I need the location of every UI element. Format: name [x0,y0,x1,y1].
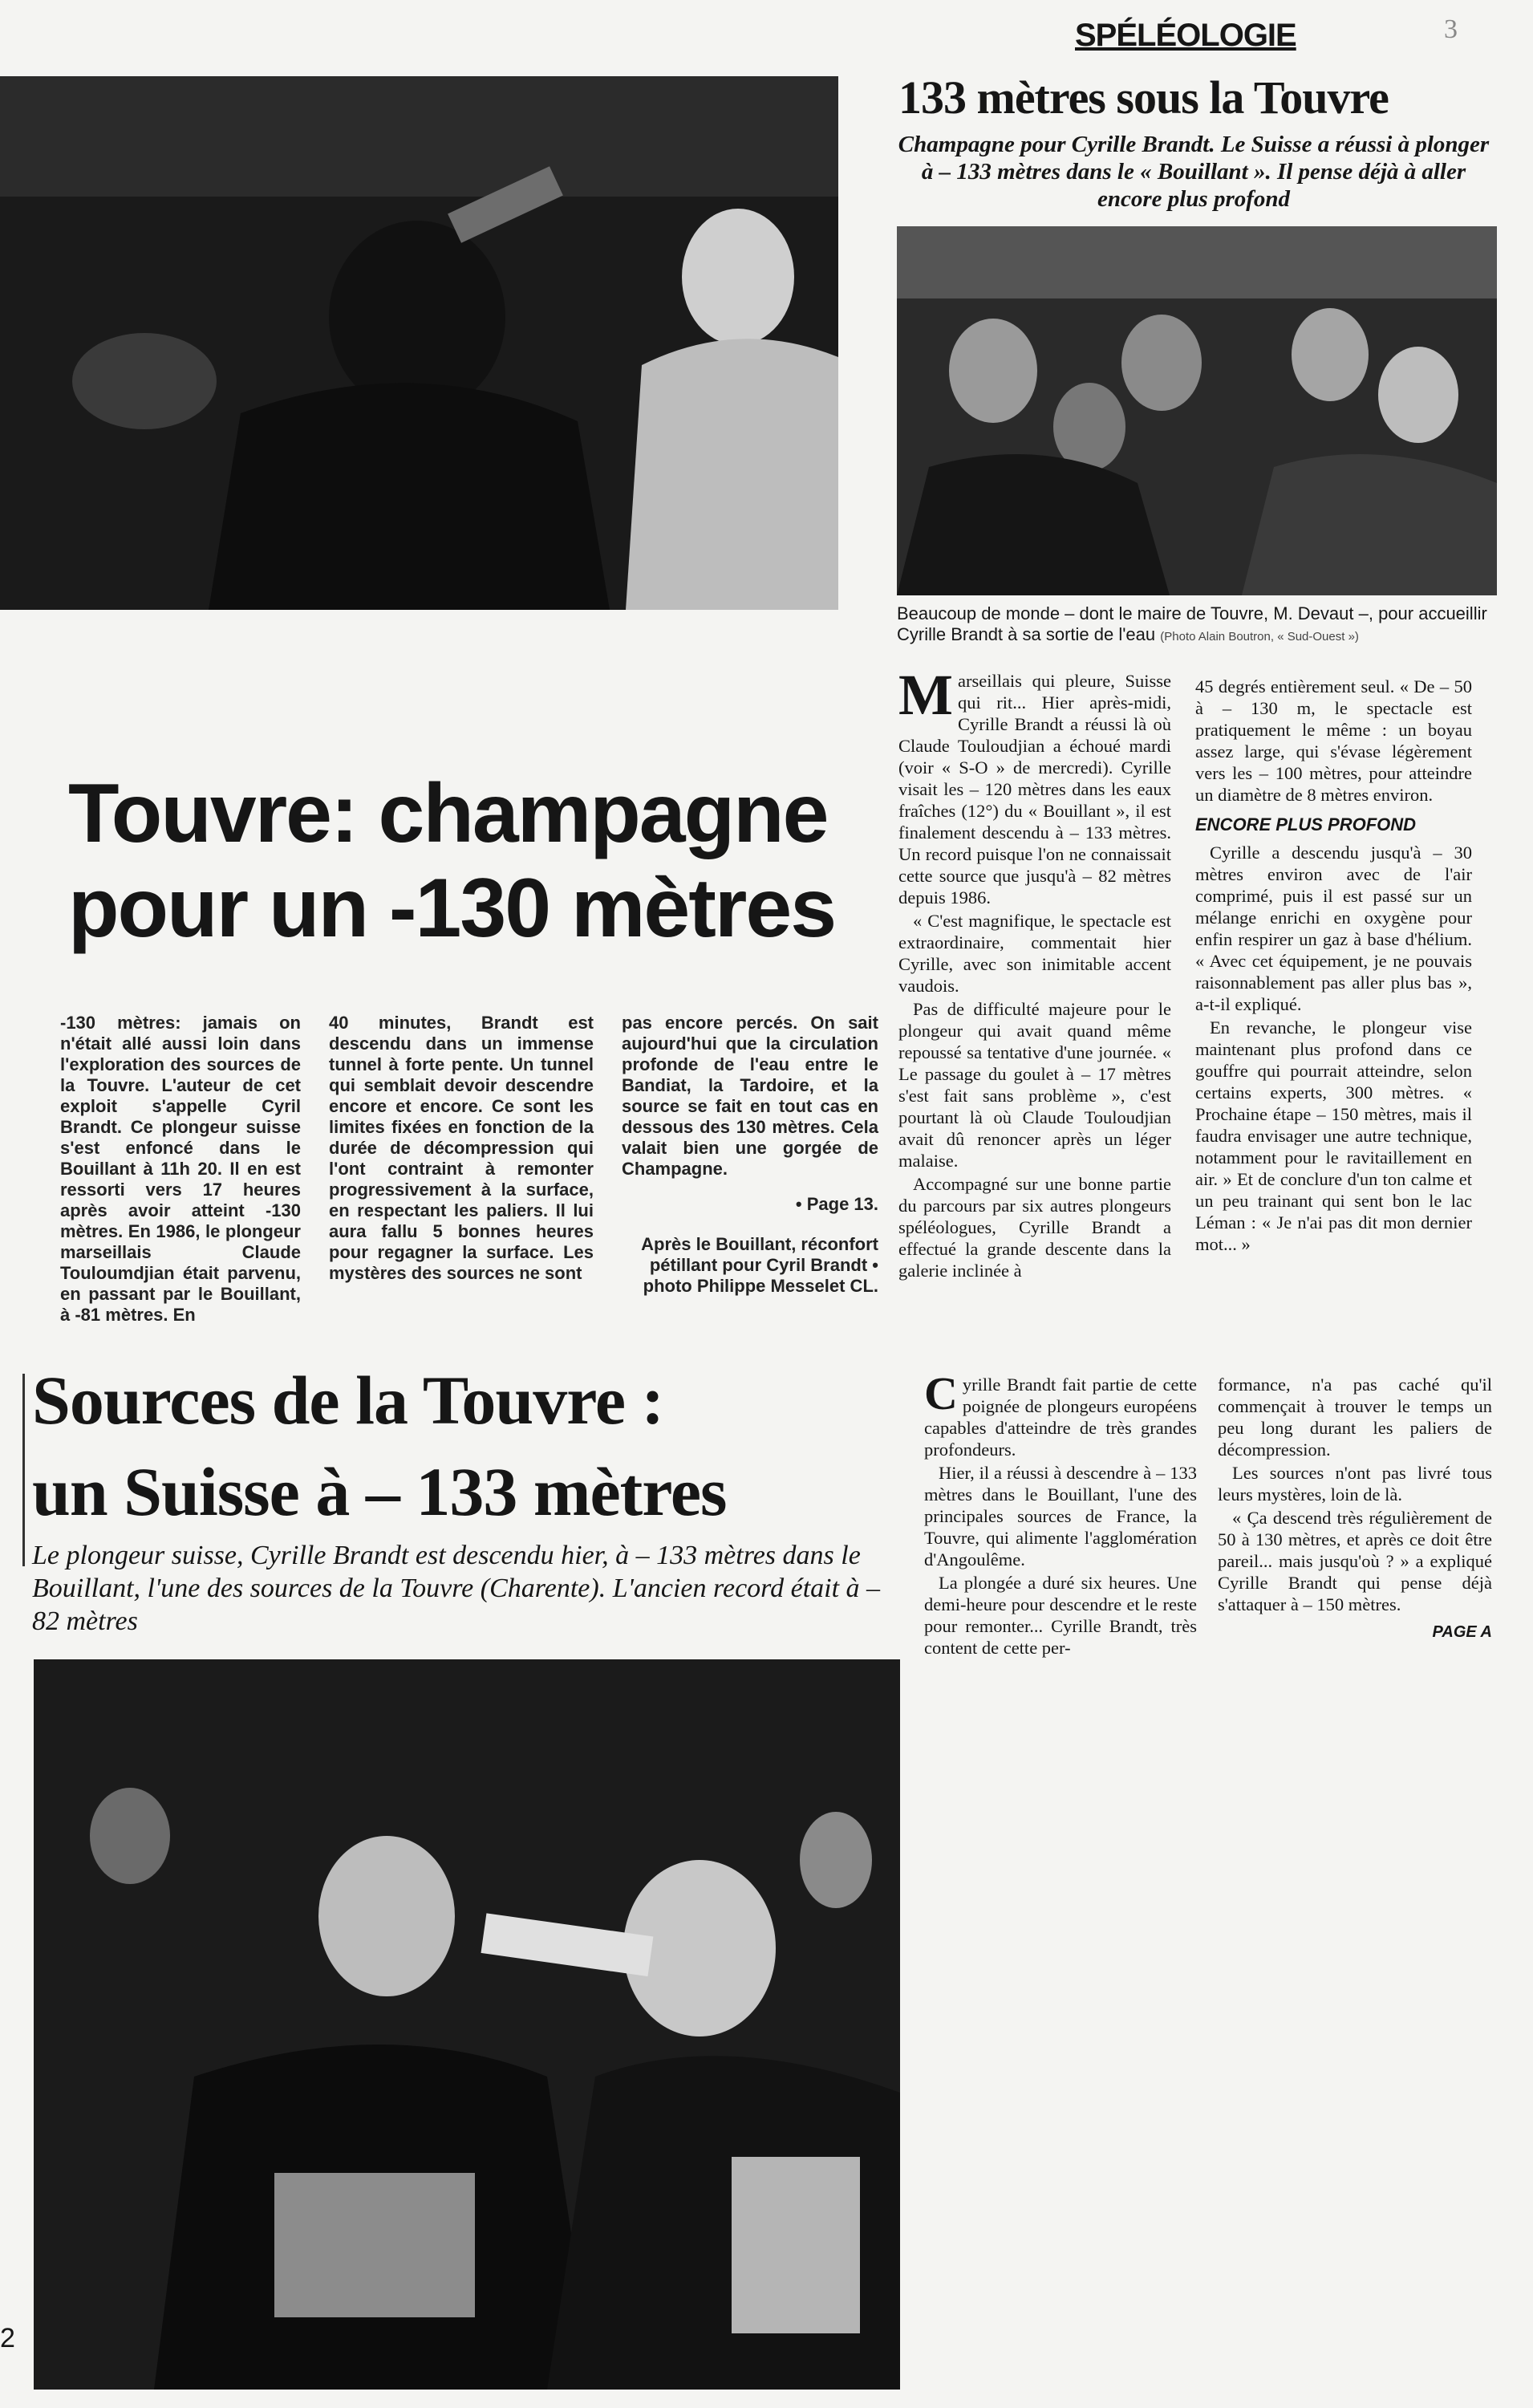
top-photo-caption [897,603,1497,648]
top-column-2 [1195,676,1472,1257]
middle-column-3 [622,1013,878,1297]
top-lead: Champagne pour Cyrille Brandt. Le Suisse a réussi à plonger à – 133 mètres dans le « Bouillant ». Il pense déjà à aller encore plus profond [898,132,1490,212]
photo-crowd-top [897,226,1497,595]
top-photo-caption-text: Beaucoup de monde – dont le maire de Touvre, M. Devaut –, pour accueillir Cyrille Brandt à sa sortie de l'eau [897,603,1487,644]
top-headline: 133 mètres sous la Touvre [898,71,1389,124]
middle-col2-text: 40 minutes, Brandt est descendu dans un immense tunnel à forte pente. Un tunnel qui semblait devoir descendre encore et encore. Ce sont les limites fixées en fonction de la durée de décompression qui l'ont contraint à remonter progressivement à la surface, en respectant les paliers. Il lui aura fallu 5 bonnes heures pour regagner la surface. Les mystères des sources ne sont [329,1013,594,1283]
bottom-col2-p3: « Ça descend très régulièrement de 50 à 130 mètres, et après ce doit être pareil... mais jusqu'où ? » a expliqué Cyrille Brandt qui pense déjà s'attaquer à – 150 mètres. [1218,1508,1492,1614]
middle-headline-line1: Touvre: champagne [68,767,828,860]
dropcap-c: C [924,1367,958,1419]
bottom-col2-p2: Les sources n'ont pas livré tous leurs mystères, loin de là. [1218,1463,1492,1504]
page-mark: 3 [1444,14,1458,44]
top-col1-p3: Pas de difficulté majeure pour le plongeur qui avait quand même repoussé sa tentative d'une journée. « Le passage du goulet à – 17 mètres s'est fait sans problème », c'est pourtant là où Claude Touloudjian avait dû renoncer après un léger malaise. [898,999,1171,1171]
photo-champagne-bottom [34,1659,900,2390]
dropcap: M [898,663,953,727]
section-tag: SPÉLÉOLOGIE [1075,18,1296,53]
top-col1-p2: « C'est magnifique, le spectacle est extraordinaire, commentait hier Cyrille, avec son inimitable accent vaudois. [898,911,1171,996]
bottom-column-2 [1218,1374,1492,1645]
top-col1-p4: Accompagné sur une bonne partie du parcours par six autres plongeurs spéléologues, Cyrille Brandt a effectué la grande descente dans la galerie inclinée à [898,1174,1171,1281]
middle-headline [68,766,870,956]
divider-vertical [22,1374,25,1566]
bottom-headline-line1: Sources de la Touvre : [32,1362,664,1439]
bottom-col1-p1: yrille Brandt fait partie de cette poignée de plongeurs européens capables d'atteindre de très grandes profondeurs. [924,1375,1197,1460]
top-col1-p1: arseillais qui pleure, Suisse qui rit... Hier après-midi, Cyrille Brandt a réussi là où Claude Touloudjian a échoué mardi (voir « S-O » de mercredi). Cyrille visait les – 120 mètres dans les eaux fraîches (12°) du « Bouillant », il est finalement descendu à – 133 mètres. Un record puisque l'on ne connaissait cette source que jusqu'à – 82 mètres depuis 1986. [898,671,1171,908]
middle-photo-caption: Après le Bouillant, réconfort pétillant pour Cyril Brandt • photo Philippe Messelet CL. [641,1234,878,1296]
bottom-page-ref: PAGE A [1432,1623,1492,1641]
middle-column-2 [329,1013,594,1284]
top-column-1 [898,663,1171,1283]
page-number: 2 [0,2323,15,2353]
top-photo-credit: (Photo Alain Boutron, « Sud-Ouest ») [1160,630,1359,644]
top-subhead: ENCORE PLUS PROFOND [1195,814,1417,834]
top-col2-p2: Cyrille a descendu jusqu'à – 30 mètres environ avec de l'air comprimé, puis il est passé sur un mélange enrichi en oxygène pour enfin respirer un gaz à base d'hélium. « Avec cet équipement, je ne pouvais raisonnablement pas aller plus bas », a-t-il expliqué. [1195,843,1472,1014]
bottom-column-1 [924,1367,1197,1660]
middle-headline-line2: pour un -130 mètres [68,862,836,955]
top-col2-p1: 45 degrés entièrement seul. « De – 50 à – 130 m, le spectacle est pratiquement le même : un boyau assez large, qui s'évase légèrement vers les – 100 mètres, pour atteindre un diamètre de 8 mètres environ. [1195,676,1472,805]
photo-champagne-top [0,76,838,610]
bottom-col1-p3: La plongée a duré six heures. Une demi-heure pour descendre et le reste pour remonter... Cyrille Brandt, très content de cette per- [924,1573,1197,1658]
middle-page-ref: • Page 13. [795,1194,878,1214]
middle-column-1 [60,1013,301,1326]
bottom-col1-p2: Hier, il a réussi à descendre à – 133 mètres dans le Bouillant, l'une des principales sources de France, la Touvre, qui alimente l'agglomération d'Angoulême. [924,1463,1197,1569]
bottom-headline-line2: un Suisse à – 133 mètres [32,1453,727,1530]
bottom-lead: Le plongeur suisse, Cyrille Brandt est descendu hier, à – 133 mètres dans le Bouillant, l'une des sources de la Touvre (Charente). L'ancien record était à – 82 mètres [32,1541,881,1636]
top-col2-p3: En revanche, le plongeur vise maintenant plus profond dans ce gouffre qui pourrait atteindre, selon certains experts, 300 mètres. « Prochaine étape – 150 mètres, mais il faudra envisager une autre technique, notamment pour le ravitaillement en air. » Et de conclure d'un ton calme et un peu trainant qui sent bon le lac Léman : « Je n'ai pas dit mon dernier mot... » [1195,1017,1472,1254]
middle-col3-text: pas encore percés. On sait aujourd'hui que la circulation profonde de l'eau entre le Bandiat, la Tardoire, et la source se fait en tout cas en dessous des 130 mètres. Cela valait bien une gorgée de Champagne. [622,1013,878,1179]
bottom-col2-p1: formance, n'a pas caché qu'il commençait à trouver le temps un peu long durant les paliers de décompression. [1218,1375,1492,1460]
bottom-headline [32,1354,915,1537]
middle-col1-text: -130 mètres: jamais on n'était allé aussi loin dans l'exploration des sources de la Touvre. L'auteur de cet exploit s'appelle Cyril Brandt. Ce plongeur suisse s'est enfoncé dans le Bouillant à 11h 20. Il en est ressorti vers 17 heures après avoir atteint -130 mètres. En 1986, le plongeur marseillais Claude Touloumdjian était parvenu, en passant par le Bouillant, à -81 mètres. En [60,1013,301,1325]
